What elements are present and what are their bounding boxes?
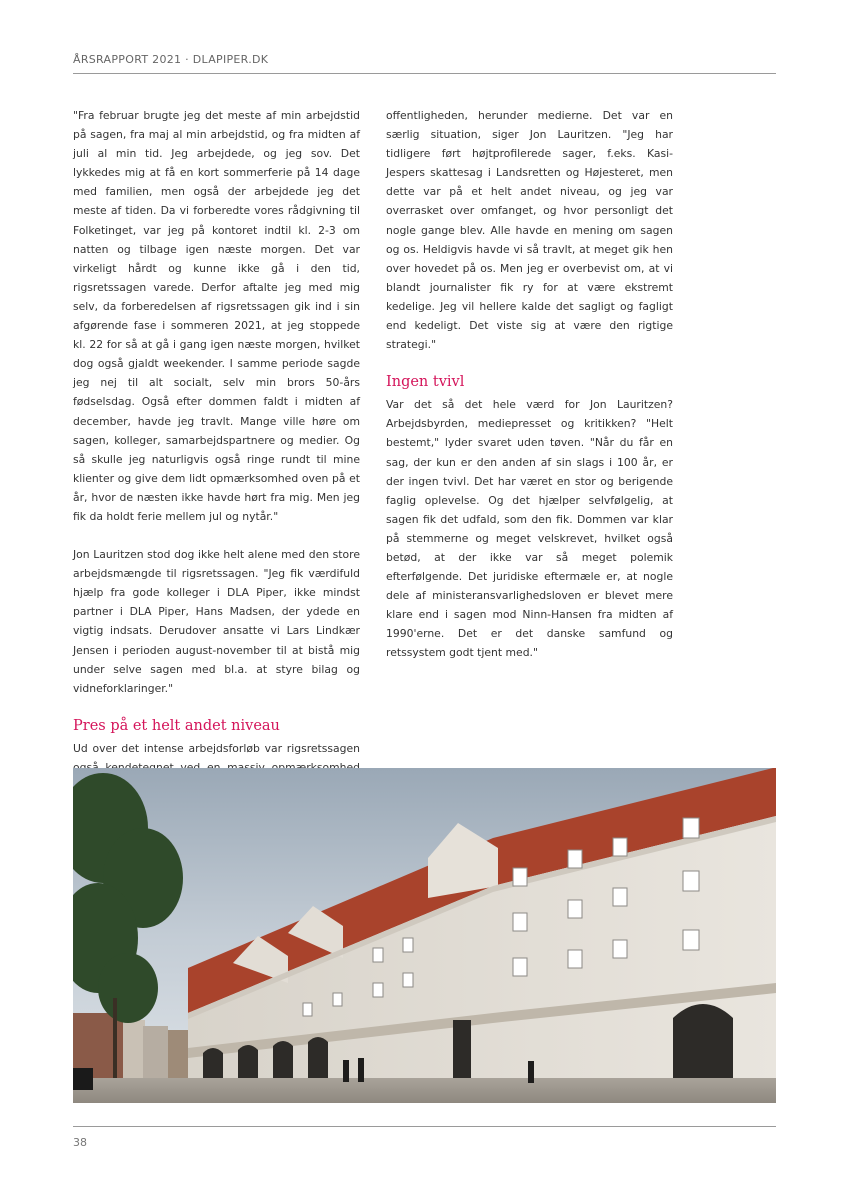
page-number: 38 bbox=[73, 1136, 87, 1149]
header-divider bbox=[73, 73, 776, 74]
right-paragraph-2: Var det så det hele værd for Jon Lauritzen? Arbejdsbyrden, mediepresset og kritikken? "Helt bestemt," lyder svaret uden tøven. "Når du får en sag, der kun er den anden af sin slags i 100 år, er der ingen tvivl. Det har været en stor og berigende faglig oplevelse. Og det hjælper selvfølgelig, at sagen fik det udfald, som den fik. Dommen var klar på stemmerne og meget velskrevet, hvilket også betød, at der ikke var så meget polemik efterfølgende. Det juridiske eftermæle er, at nogle dele af ministeransvarlighedsloven er blevet mere klare end i sagen mod Ninn-Hansen fra midten af 1990'erne. Det er det danske samfund og retssystem godt tjent med." bbox=[386, 398, 673, 660]
left-paragraph-3: Ud over det intense arbejdsforløb var rigsretssagen bbox=[73, 741, 360, 755]
section-heading-pres: Pres på et helt andet niveau bbox=[73, 717, 280, 734]
footer-divider bbox=[73, 1126, 776, 1127]
running-header: ÅRSRAPPORT 2021 · DLAPIPER.DK bbox=[73, 53, 269, 66]
right-paragraph-1: offentligheden, herunder medierne. Det var en særlig situation, siger Jon Lauritzen. "Jeg har tidligere ført højtprofilerede sager, f.eks. Kasi-Jespers skattesag i Landsretten og Højesteret, men dette var på et helt andet niveau, og jeg var overrasket over omfanget, og hvor personligt det nogle gange blev. Alle havde en mening om sagen og os. Heldigvis havde vi så travlt, at meget gik hen over hovedet på os. Men jeg er overbevist om, at vi blandt journalister fik ry for at være ekstremt kedelige. Jeg vil hellere kalde det sagligt og fagligt end kedeligt. Det viste sig at være den rigtige strategi." bbox=[386, 109, 673, 352]
left-paragraph-1: "Fra februar brugte jeg det meste af min arbejdstid på sagen, fra maj al min arbejdstid, og fra midten af juli al min tid. Jeg arbejdede, og jeg sov. Det lykkedes mig at få en kort sommerferie på 14 dage med familien, men også der arbejdede jeg det meste af tiden. Da vi forberedte vores rådgivning til Folketinget, var jeg på kontoret indtil kl. 2-3 om natten og tilbage igen næste morgen. Det var virkeligt hårdt og kunne ikke gå i den tid, rigsretssagen varede. Derfor aftalte jeg med mig selv, da forberedelsen af rigsretssagen gik ind i sin afgørende fase i sommeren 2021, at jeg stoppede kl. 22 for så at gå i gang igen næste morgen, hvilket dog også gjaldt weekender. I samme periode sagde jeg nej til alt socialt, selv min brors 50-års fødselsdag. Også efter dommen faldt i midten af december, havde jeg travlt. Mange ville høre om sagen, kolleger, samarbejdspartnere og medier. Og så skulle jeg naturligvis også ringe rundt til mine klienter og give dem lidt opmærksomhed oven på et år, hvor de næsten ikke havde hørt fra mig. Men jeg fik da holdt ferie mellem jul og nytår." bbox=[73, 109, 360, 523]
left-paragraph-2: Jon Lauritzen stod dog ikke helt alene med den store arbejdsmængde til rigsretssagen. "Jeg fik værdifuld hjælp fra gode kolleger i DLA Piper, ikke mindst partner i DLA Piper, Hans Madsen, der ydede en vigtig indsats. Derudover ansatte vi Lars Lindkær Jensen i perioden august-november til at bistå mig under selve sagen med bl.a. at styre bilag og vidneforklaringer." bbox=[73, 548, 360, 695]
right-column bbox=[386, 106, 673, 663]
section-heading-ingen-tvivl: Ingen tvivl bbox=[386, 374, 465, 391]
building-photo bbox=[73, 768, 776, 1103]
left-column bbox=[73, 106, 360, 796]
